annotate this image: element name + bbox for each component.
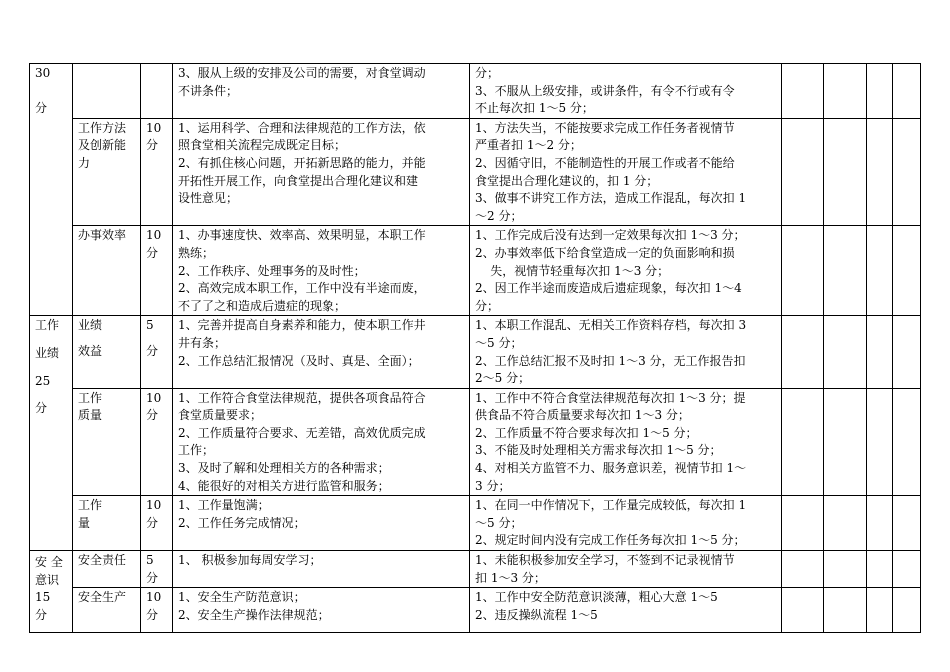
blank-cell: [893, 118, 921, 226]
subcategory-cell: [73, 388, 141, 496]
subcategory-cell: [73, 588, 141, 633]
score-value: 5: [146, 318, 154, 333]
deduction-line: 1、工作中安全防范意识淡薄，粗心大意 1～5: [475, 590, 718, 605]
subcategory-line: 工作: [78, 390, 103, 405]
deduction-line: ～5 分；: [475, 515, 523, 530]
deduction-line: 2、因循守旧，不能制造性的开展工作或者不能给: [475, 155, 735, 170]
criteria-line: 3、及时了解和处理相关方的各种需求；: [178, 461, 390, 476]
criteria-line: 照食堂相关流程完成既定目标；: [178, 138, 347, 153]
criteria-cell: [173, 64, 470, 119]
blank-cell: [824, 316, 867, 388]
deduction-cell: [470, 118, 782, 226]
score-value: 5: [146, 553, 154, 568]
deduction-cell: [470, 588, 782, 633]
criteria-line: 不了了之和造成后遗症的现象；: [178, 298, 347, 313]
deduction-line: 2、工作质量不符合要求每次扣 1～5 分；: [475, 425, 698, 440]
blank-cell: [893, 551, 921, 588]
blank-cell: [824, 588, 867, 633]
table-row: [30, 496, 921, 551]
deduction-line: ～2 分；: [475, 208, 523, 223]
criteria-line: 不讲条件；: [178, 83, 239, 98]
score-cell: [141, 388, 173, 496]
criteria-cell: [173, 551, 470, 588]
subcategory-cell: [73, 551, 141, 588]
score-cell: [141, 226, 173, 316]
criteria-cell: [173, 496, 470, 551]
subcategory-line: 业绩: [78, 318, 103, 333]
category-score: 15: [35, 590, 51, 605]
deduction-line: 1、未能积极参加安全学习，不签到不记录视情节: [475, 553, 735, 568]
blank-cell: [782, 496, 824, 551]
blank-cell: [782, 316, 824, 388]
deduction-line: 1、本职工作混乱、无相关工作资料存档，每次扣 3: [475, 318, 747, 333]
score-value: 10: [146, 120, 162, 135]
deduction-line: 分；: [475, 66, 500, 80]
blank-cell: [824, 496, 867, 551]
criteria-line: 开拓性开展工作，向食堂提出合理化建议和建: [178, 173, 419, 188]
deduction-line: 3、不能及时处理相关方需求每次扣 1～5 分；: [475, 443, 722, 458]
criteria-line: 2、安全生产操作法律规范；: [178, 607, 330, 622]
deduction-line: 2～5 分；: [475, 371, 531, 386]
table-row: [30, 226, 921, 316]
table-row: [30, 118, 921, 226]
blank-cell: [782, 388, 824, 496]
blank-cell: [893, 316, 921, 388]
blank-cell: [824, 226, 867, 316]
category-unit: 分: [35, 401, 48, 416]
score-unit: 分: [146, 138, 159, 153]
score-unit: 分: [146, 515, 159, 530]
category-safety-awareness: [30, 551, 73, 633]
deduction-line: 扣 1～3 分；: [475, 570, 546, 585]
criteria-line: 井有条；: [178, 335, 227, 350]
deduction-line: 供食品不符合质量要求每次扣 1～3 分；: [475, 408, 690, 423]
subcategory-line: 安全生产: [78, 590, 127, 605]
criteria-line: 2、工作秩序、处理事务的及时性；: [178, 263, 366, 278]
deduction-line: 食堂提出合理化建议的，扣 1 分；: [475, 173, 659, 188]
blank-cell: [867, 118, 893, 226]
criteria-line: 工作；: [178, 443, 215, 458]
category-work-performance: [30, 316, 73, 551]
deduction-cell: [470, 316, 782, 388]
blank-cell: [867, 226, 893, 316]
score-value: 10: [146, 590, 162, 605]
deduction-line: 不止每次扣 1～5 分；: [475, 101, 594, 116]
subcategory-line: 力: [78, 155, 91, 170]
score-cell: [141, 64, 173, 119]
criteria-line: 1、 积极参加每周安学习；: [178, 553, 322, 568]
criteria-line: 2、工作任务完成情况；: [178, 515, 306, 530]
deduction-line: ～5 分；: [475, 335, 523, 350]
blank-cell: [782, 64, 824, 119]
score-value: 10: [146, 228, 162, 243]
score-unit: 分: [146, 245, 159, 260]
subcategory-line: 效益: [78, 343, 103, 358]
score-value: 10: [146, 390, 162, 405]
score-unit: 分: [146, 343, 159, 358]
criteria-cell: [173, 388, 470, 496]
criteria-line: 1、工作符合食堂法律规范，提供各项食品符合: [178, 390, 426, 405]
criteria-line: 3、服从上级的安排及公司的需要，对食堂调动: [178, 66, 426, 80]
score-cell: [141, 118, 173, 226]
blank-cell: [893, 226, 921, 316]
deduction-line: 2、因工作半途而废造成后遗症现象，每次扣 1～4: [475, 281, 742, 296]
category-unit: 分: [35, 100, 48, 115]
blank-cell: [867, 496, 893, 551]
deduction-line: 3、做事不讲究工作方法，造成工作混乱，每次扣 1: [475, 191, 747, 206]
deduction-line: 2、办事效率低下给食堂造成一定的负面影响和损: [475, 245, 735, 260]
criteria-line: 设性意见；: [178, 191, 239, 206]
criteria-cell: [173, 588, 470, 633]
deduction-line: 严重者扣 1～2 分；: [475, 138, 582, 153]
subcategory-line: 安全责任: [78, 553, 127, 568]
deduction-line: 1、在同一中作情况下，工作量完成较低，每次扣 1: [475, 498, 747, 513]
blank-cell: [824, 64, 867, 119]
blank-cell: [867, 588, 893, 633]
table-row: [30, 588, 921, 633]
deduction-line: 3、不服从上级安排，或讲条件，有令不行或有令: [475, 83, 735, 98]
criteria-line: 2、工作质量符合要求、无差错，高效优质完成: [178, 425, 426, 440]
blank-cell: [824, 118, 867, 226]
subcategory-line: 量: [78, 515, 91, 530]
score-cell: [141, 588, 173, 633]
score-unit: 分: [146, 408, 159, 423]
table-row: [30, 388, 921, 496]
table-row: [30, 316, 921, 388]
deduction-line: 4、对相关方监管不力、服务意识差，视情节扣 1～: [475, 461, 747, 476]
blank-cell: [893, 64, 921, 119]
deduction-line: 1、方法失当，不能按要求完成工作任务者视情节: [475, 120, 735, 135]
blank-cell: [824, 388, 867, 496]
deduction-cell: [470, 64, 782, 119]
criteria-line: 1、办事速度快、效率高、效果明显，本职工作: [178, 228, 426, 243]
blank-cell: [867, 64, 893, 119]
criteria-cell: [173, 316, 470, 388]
subcategory-cell: [73, 64, 141, 119]
category-unit: 分: [35, 607, 48, 622]
blank-cell: [867, 316, 893, 388]
criteria-line: 2、工作总结汇报情况（及时、真是、全面）；: [178, 353, 420, 368]
score-unit: 分: [146, 607, 159, 622]
criteria-line: 熟练；: [178, 245, 215, 260]
blank-cell: [782, 588, 824, 633]
blank-cell: [824, 551, 867, 588]
category-score: 25: [35, 373, 51, 388]
category-label: 意识: [35, 572, 60, 587]
blank-cell: [867, 551, 893, 588]
deduction-line: 2、规定时间内没有完成工作任务每次扣 1～5 分；: [475, 533, 746, 548]
deduction-line: 1、工作中不符合食堂法律规范每次扣 1～3 分；提: [475, 390, 746, 405]
evaluation-table: [29, 63, 921, 633]
deduction-cell: [470, 551, 782, 588]
table-row: [30, 64, 921, 119]
subcategory-cell: [73, 316, 141, 388]
criteria-line: 1、完善并提高自身素养和能力，使本职工作井: [178, 318, 426, 333]
criteria-line: 2、高效完成本职工作，工作中没有半途而废，: [178, 281, 426, 296]
criteria-line: 1、工作量饱满；: [178, 498, 270, 513]
subcategory-line: 工作: [78, 498, 103, 513]
blank-cell: [893, 496, 921, 551]
criteria-line: 1、运用科学、合理和法律规范的工作方法，依: [178, 120, 426, 135]
table-row: [30, 551, 921, 588]
subcategory-cell: [73, 226, 141, 316]
blank-cell: [867, 388, 893, 496]
subcategory-line: 办事效率: [78, 228, 127, 243]
criteria-line: 2、有抓住核心问题，开拓新思路的能力，并能: [178, 155, 426, 170]
deduction-cell: [470, 496, 782, 551]
criteria-line: 4、能很好的对相关方进行监管和服务；: [178, 478, 390, 493]
deduction-line: 1、工作完成后没有达到一定效果每次扣 1～3 分；: [475, 228, 746, 243]
subcategory-line: 质量: [78, 408, 103, 423]
blank-cell: [782, 226, 824, 316]
blank-cell: [893, 588, 921, 633]
deduction-line: 失，视情节轻重每次扣 1～3 分；: [475, 263, 670, 278]
blank-cell: [893, 388, 921, 496]
category-label: 业绩: [35, 345, 60, 360]
deduction-cell: [470, 226, 782, 316]
category-score: 30: [35, 66, 51, 80]
category-label: 工作: [35, 318, 60, 333]
deduction-line: 2、违反操纵流程 1～5: [475, 607, 598, 622]
blank-cell: [782, 551, 824, 588]
score-cell: [141, 316, 173, 388]
subcategory-cell: [73, 496, 141, 551]
subcategory-cell: [73, 118, 141, 226]
criteria-cell: [173, 118, 470, 226]
score-cell: [141, 496, 173, 551]
score-unit: 分: [146, 570, 159, 585]
deduction-line: 2、工作总结汇报不及时扣 1～3 分，无工作报告扣: [475, 353, 746, 368]
criteria-line: 食堂质量要求；: [178, 408, 263, 423]
category-label: 安 全: [35, 555, 63, 570]
deduction-line: 3 分；: [475, 478, 511, 493]
score-value: 10: [146, 498, 162, 513]
category-work-ability: [30, 64, 73, 316]
subcategory-line: 及创新能: [78, 138, 127, 153]
blank-cell: [782, 118, 824, 226]
subcategory-line: 工作方法: [78, 120, 127, 135]
score-cell: [141, 551, 173, 588]
criteria-cell: [173, 226, 470, 316]
deduction-cell: [470, 388, 782, 496]
criteria-line: 1、安全生产防范意识；: [178, 590, 306, 605]
deduction-line: 分；: [475, 298, 500, 313]
